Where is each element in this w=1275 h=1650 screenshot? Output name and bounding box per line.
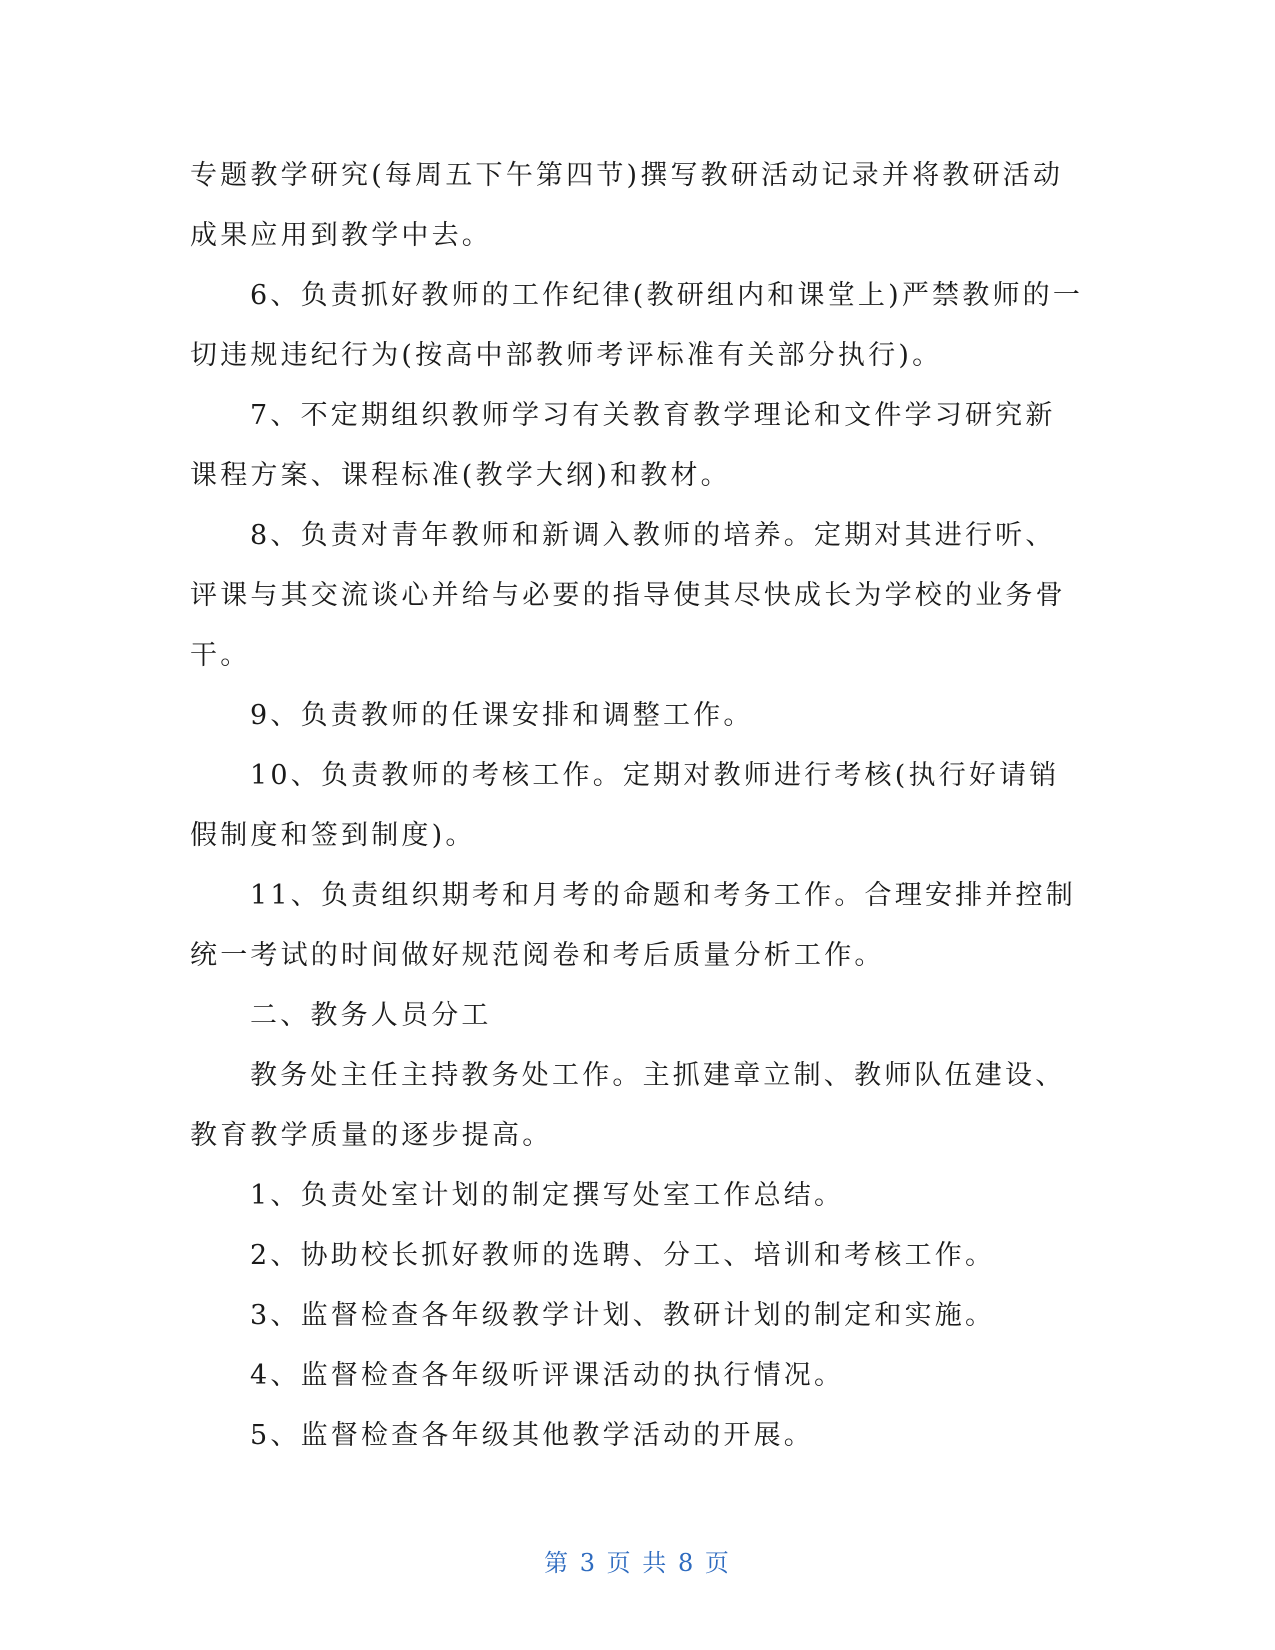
paragraph-item-7: 7、不定期组织教师学习有关教育教学理论和文件学习研究新课程方案、课程标准(教学大纲)和教材。 — [190, 400, 1056, 491]
paragraph-duty-1: 1、负责处室计划的制定撰写处室工作总结。 — [250, 1180, 845, 1211]
section-heading: 二、教务人员分工 — [250, 1000, 492, 1031]
paragraph-section-intro: 教务处主任主持教务处工作。主抓建章立制、教师队伍建设、教育教学质量的逐步提高。 — [190, 1060, 1066, 1151]
page-footer — [0, 1543, 1275, 1578]
paragraph-item-10: 10、负责教师的考核工作。定期对教师进行考核(执行好请销假制度和签到制度)。 — [190, 760, 1060, 851]
paragraph-item-9: 9、负责教师的任课安排和调整工作。 — [250, 700, 754, 731]
paragraph-duty-2: 2、协助校长抓好教师的选聘、分工、培训和考核工作。 — [250, 1240, 996, 1271]
paragraph-continued: 专题教学研究(每周五下午第四节)撰写教研活动记录并将教研活动成果应用到教学中去。 — [190, 160, 1064, 251]
paragraph-duty-3: 3、监督检查各年级教学计划、教研计划的制定和实施。 — [250, 1300, 996, 1331]
paragraph-duty-5: 5、监督检查各年级其他教学活动的开展。 — [250, 1420, 814, 1451]
paragraph-item-8: 8、负责对青年教师和新调入教师的培养。定期对其进行听、评课与其交流谈心并给与必要的指导使其尽快成长为学校的业务骨干。 — [190, 520, 1066, 671]
paragraph-item-11: 11、负责组织期考和月考的命题和考务工作。合理安排并控制统一考试的时间做好规范阅卷和考后质量分析工作。 — [190, 880, 1076, 971]
document-body — [190, 146, 1085, 1466]
page-number-label: 第 3 页 共 8 页 — [544, 1549, 731, 1577]
paragraph-item-6: 6、负责抓好教师的工作纪律(教研组内和课堂上)严禁教师的一切违规违纪行为(按高中部教师考评标准有关部分执行)。 — [190, 280, 1084, 371]
paragraph-duty-4: 4、监督检查各年级听评课活动的执行情况。 — [250, 1360, 845, 1391]
